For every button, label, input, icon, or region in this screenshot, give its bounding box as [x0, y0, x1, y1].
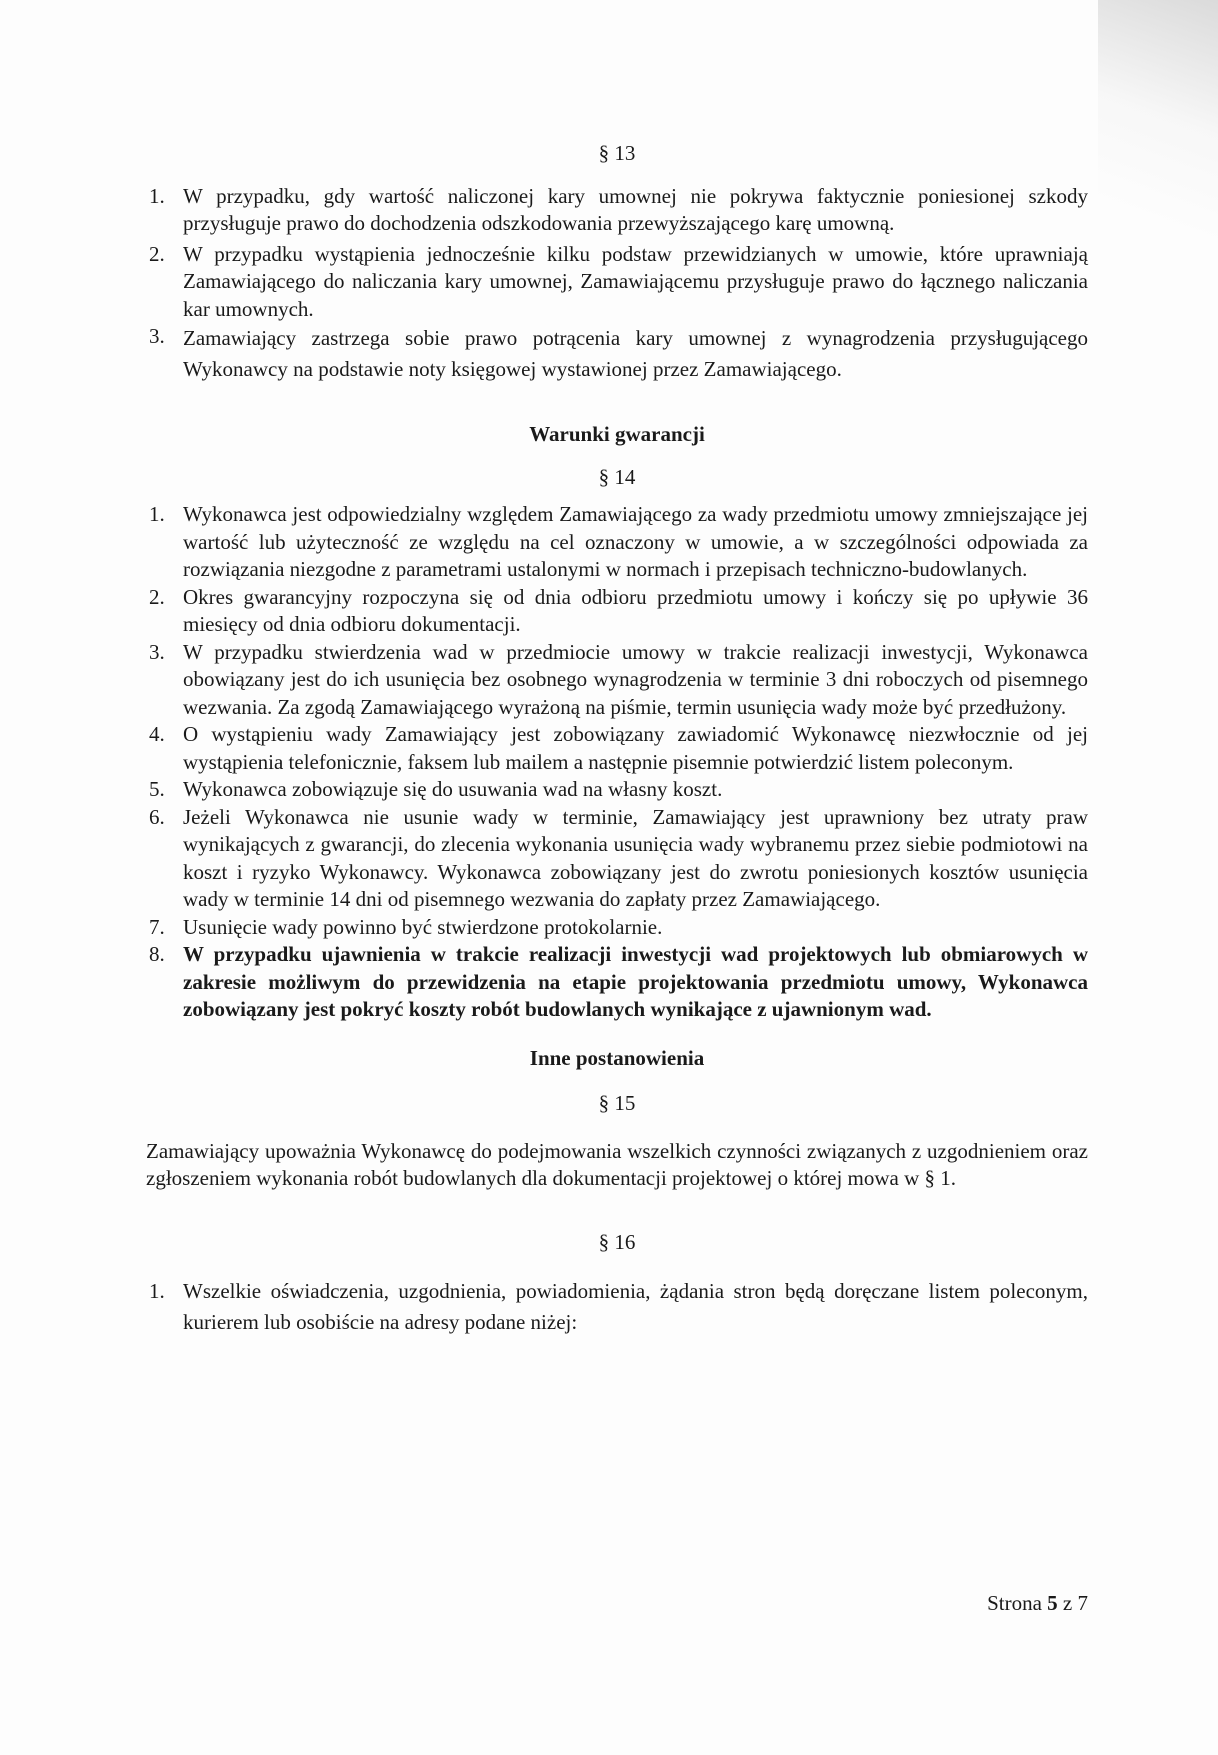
page-number-total: 7	[1077, 1591, 1088, 1615]
section-13-list	[146, 183, 1088, 386]
section-14-sign: § 14	[598, 464, 636, 489]
document-body	[146, 140, 1088, 1338]
list-item	[146, 584, 1088, 639]
list-item	[146, 804, 1088, 914]
list-item	[146, 776, 1088, 804]
item-number: 7.	[149, 914, 165, 939]
item-text: W przypadku ujawnienia w trakcie realizacji inwestycji wad projektowych lub obmiarowych w zakresie możliwym do przewidzenia na etapie projektowania przedmiotu umowy, Wykonawca zobowiązany jest pokryć koszty robót budowlanych wynikające z ujawnionym wad.	[183, 942, 1088, 1021]
page-number	[987, 1591, 1088, 1616]
item-text: W przypadku, gdy wartość naliczonej kary umownej nie pokrywa faktycznie poniesionej szkody przysługuje prawo do dochodzenia odszkodowania przewyższającego karę umowną.	[183, 183, 1088, 235]
section-14-list	[146, 501, 1088, 1024]
item-number: 8.	[149, 942, 165, 966]
page-number-separator: z	[1062, 1591, 1073, 1615]
item-text: Jeżeli Wykonawca nie usunie wady w terminie, Zamawiający jest uprawniony bez utraty praw wynikających z gwarancji, do zlecenia wykonania usunięcia wady wybranemu przez siebie podmiotowi na koszt i ryzyko Wykonawcy. Wykonawca zobowiązany jest do zwrotu poniesionych kosztów usunięcia wady w terminie 14 dni od pisemnego wezwania do zapłaty przez Zamawiającego.	[183, 804, 1088, 911]
list-item	[146, 183, 1088, 238]
item-text: Usunięcie wady powinno być stwierdzone protokolarnie.	[183, 914, 663, 939]
item-text: W przypadku stwierdzenia wad w przedmiocie umowy w trakcie realizacji inwestycji, Wykonawca obowiązany jest do ich usunięcia bez osobnego wynagrodzenia w terminie 3 dni roboczych od pisemnego wezwania. Za zgodą Zamawiającego wyrażoną na piśmie, termin usunięcia wady może być przedłużony.	[183, 639, 1088, 719]
item-text: W przypadku wystąpienia jednocześnie kilku podstaw przewidzianych w umowie, które uprawniają Zamawiającego do naliczania kary umownej, Zamawiającemu przysługuje prawo do łącznego naliczania kar umownych.	[183, 241, 1088, 321]
item-text: Wykonawca zobowiązuje się do usuwania wad na własny koszt.	[183, 777, 723, 801]
item-number: 6.	[149, 804, 165, 829]
list-item	[146, 241, 1088, 324]
page-number-prefix: Strona	[987, 1591, 1042, 1615]
section-14-heading: Warunki gwarancji	[529, 422, 705, 446]
item-number: 3.	[149, 324, 165, 348]
item-text: Wszelkie oświadczenia, uzgodnienia, powiadomienia, żądania stron będą doręczane listem poleconym, kurierem lub osobiście na adresy podane niżej:	[183, 1279, 1088, 1334]
section-15-text: Zamawiający upoważnia Wykonawcę do podejmowania wszelkich czynności związanych z uzgodnieniem oraz zgłoszeniem wykonania robót budowlanych dla dokumentacji projektowej o której mowa w § 1.	[146, 1138, 1088, 1190]
scan-shadow	[1098, 0, 1218, 260]
list-item	[146, 639, 1088, 722]
list-item	[146, 501, 1088, 584]
item-number: 3.	[149, 639, 165, 664]
list-item	[146, 1276, 1088, 1338]
section-16-sign: § 16	[598, 1229, 636, 1254]
list-item	[146, 323, 1088, 385]
item-number: 1.	[149, 183, 165, 208]
section-15-sign: § 15	[598, 1091, 636, 1115]
item-number: 1.	[149, 502, 165, 526]
list-item	[146, 941, 1088, 1024]
page-number-current: 5	[1047, 1591, 1058, 1615]
item-text: Zamawiający zastrzega sobie prawo potrącenia kary umownej z wynagrodzenia przysługującego Wykonawcy na podstawie noty księgowej wystawionej przez Zamawiającego.	[183, 326, 1088, 381]
item-number: 2.	[149, 584, 165, 609]
section-15-heading: Inne postanowienia	[529, 1045, 705, 1070]
section-13-sign: § 13	[598, 141, 636, 165]
item-text: O wystąpieniu wady Zamawiający jest zobowiązany zawiadomić Wykonawcę niezwłocznie od jej wystąpienia telefonicznie, faksem lub mailem a następnie pisemnie potwierdzić listem poleconym.	[183, 722, 1088, 774]
list-item	[146, 914, 1088, 942]
item-number: 5.	[149, 777, 165, 801]
item-number: 1.	[149, 1279, 165, 1303]
list-item	[146, 721, 1088, 776]
item-number: 2.	[149, 241, 165, 266]
item-text: Okres gwarancyjny rozpoczyna się od dnia odbioru przedmiotu umowy i kończy się po upływie 36 miesięcy od dnia odbioru dokumentacji.	[183, 584, 1088, 636]
item-text: Wykonawca jest odpowiedzialny względem Zamawiającego za wady przedmiotu umowy zmniejszające jej wartość lub użyteczność ze względu na cel oznaczony w umowie, a w szczególności odpowiada za rozwiązania niezgodne z parametrami ustalonymi w normach i przepisach techniczno-budowlanych.	[183, 502, 1088, 581]
section-16-list	[146, 1276, 1088, 1338]
item-number: 4.	[149, 722, 165, 746]
